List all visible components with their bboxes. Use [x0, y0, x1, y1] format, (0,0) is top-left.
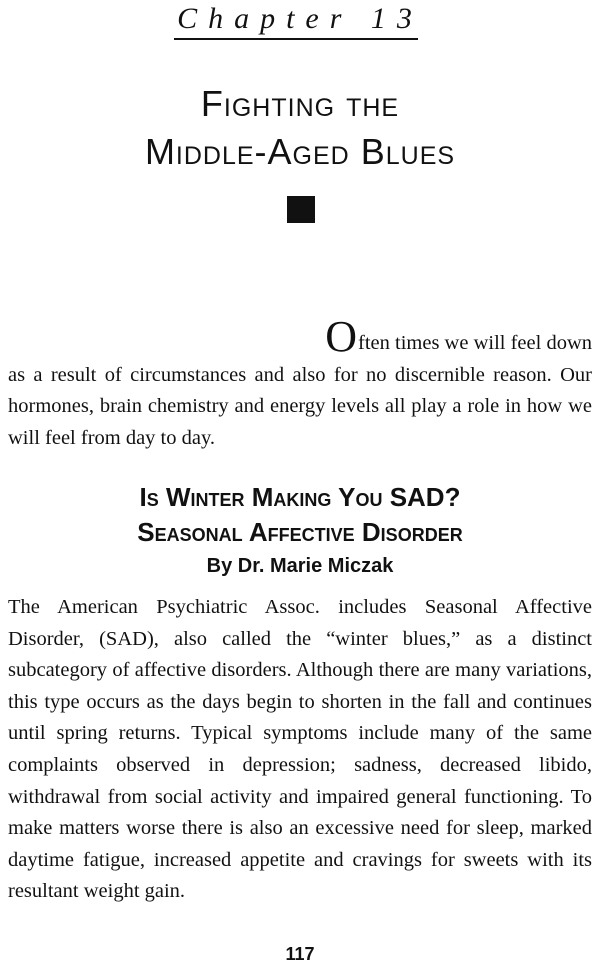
intro-paragraph — [8, 312, 592, 454]
intro-first-line — [8, 312, 592, 361]
section-heading — [0, 480, 600, 550]
article-body — [8, 592, 592, 908]
intro-continuation: as a result of circumstances and also for no discernible reason. Our hormones, brain chemistry and energy levels all play a role in how we will feel from day to day. — [8, 363, 592, 449]
author-byline: By Dr. Marie Miczak — [206, 555, 394, 577]
article-paragraph: The American Psychiatric Assoc. includes Seasonal Affective Disorder, (SAD), also called the “winter blues,” as a distinct subcategory of affective disorders. Although there are many variations, this type occurs as the days begin to shorten in the fall and continues until spring returns. Typical symptoms include many of the same complaints observed in depression; sadness, decreased libido, withdrawal from social activity and impaired general functioning. To make matters worse there is also an excessive need for sleep, marked daytime fatigue, increased appetite and cravings for sweets with its resultant weight gain. — [8, 596, 592, 903]
ornament-square — [287, 196, 315, 223]
section-heading-line-1: Is Winter Making You SAD? — [139, 482, 461, 512]
drop-cap: O — [325, 312, 358, 361]
chapter-label: Chapter 13 — [177, 2, 423, 35]
chapter-title-line-2: Middle-Aged Blues — [144, 131, 456, 172]
intro-first-line-text: ften times we will feel down — [358, 332, 592, 354]
page-number: 117 — [285, 944, 315, 964]
chapter-title — [0, 80, 600, 176]
chapter-underline — [174, 38, 418, 40]
section-heading-line-2: Seasonal Affective Disorder — [137, 517, 463, 547]
chapter-title-line-1: Fighting the — [200, 83, 400, 124]
